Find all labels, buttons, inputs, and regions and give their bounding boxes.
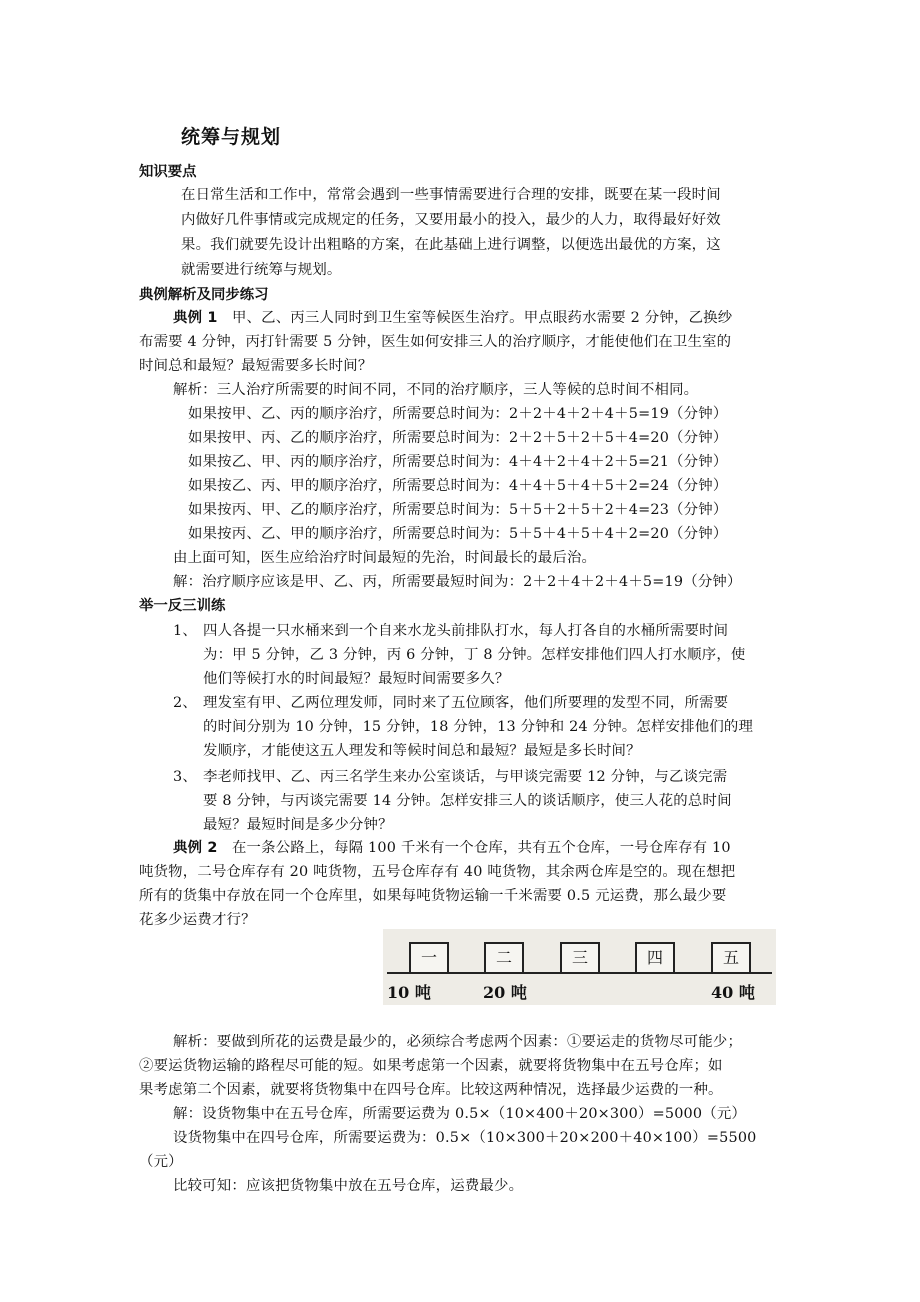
warehouse-5: 五: [711, 942, 751, 974]
warehouse-diagram: [383, 929, 776, 1005]
exercise-line: 李老师找甲、乙、丙三名学生来办公室谈话，与甲谈完需要 12 分钟，与乙谈完需: [203, 769, 728, 785]
example2-analysis: 解析：要做到所花的运费是最少的，必须综合考虑两个因素：①要运走的货物尽可能少；: [173, 1034, 743, 1050]
exercise-number: 2、: [173, 695, 197, 711]
intro-line: 就需要进行统筹与规划。: [181, 262, 342, 278]
example1-line: 时间总和最短？最短需要多长时间？: [139, 358, 373, 374]
warehouse-4: 四: [635, 942, 675, 974]
tons-label-1: 10 吨: [387, 983, 431, 1002]
example1-case: 如果按甲、乙、丙的顺序治疗，所需要总时间为：2＋2＋4＋2＋4＋5=19（分钟）: [188, 406, 728, 422]
exercise-line: 理发室有甲、乙两位理发师，同时来了五位顾客，他们所要理的发型不同，所需要: [203, 695, 729, 711]
exercise-line: 他们等候打水的时间最短？最短时间需要多久？: [203, 671, 510, 687]
exercise-line: 要 8 分钟，与丙谈完需要 14 分钟。怎样安排三人的谈话顺序，使三人花的总时间: [203, 793, 732, 809]
example2-final: 比较可知：应该把货物集中放在五号仓库，运费最少。: [173, 1178, 524, 1194]
exercise-line: 的时间分别为 10 分钟，15 分钟，18 分钟，13 分钟和 24 分钟。怎样安排他们的理: [203, 719, 754, 735]
example1-case: 如果按甲、丙、乙的顺序治疗，所需要总时间为：2＋2＋5＋2＋5＋4=20（分钟）: [188, 430, 728, 446]
example2-label: 典例 2: [173, 840, 218, 856]
section-heading-practice: 举一反三训练: [139, 598, 226, 614]
example2-analysis: ②要运货物运输的路程尽可能的短。如果考虑第一个因素，就要将货物集中在五号仓库；如: [139, 1058, 723, 1074]
section-heading-examples: 典例解析及同步练习: [139, 287, 269, 303]
example2-solution: 解：设货物集中在五号仓库，所需要运费为 0.5×（10×400＋20×300）=5000（元）: [173, 1106, 747, 1122]
intro-line: 内做好几件事情或完成规定的任务，又要用最小的投入，最少的人力，取得最好好效: [181, 212, 721, 228]
warehouse-1: 一: [409, 942, 449, 974]
example1-case: 如果按丙、甲、乙的顺序治疗，所需要总时间为：5＋5＋2＋5＋2＋4=23（分钟）: [188, 502, 728, 518]
example1-label: 典例 1: [173, 310, 218, 326]
intro-line: 果。我们就要先设计出粗略的方案，在此基础上进行调整，以便选出最优的方案，这: [181, 237, 721, 253]
example2-text: 在一条公路上，每隔 100 千米有一个仓库，共有五个仓库，一号仓库存有 10: [231, 840, 731, 856]
example1-first-line: [173, 308, 732, 328]
exercise-line: 为：甲 5 分钟，乙 3 分钟，丙 6 分钟，丁 8 分钟。怎样安排他们四人打水顺序，使: [203, 647, 746, 663]
example2-solution-unit: （元）: [139, 1154, 183, 1170]
exercise-number: 3、: [173, 769, 197, 785]
exercise-number: 1、: [173, 623, 197, 639]
tons-label-5: 40 吨: [711, 983, 755, 1002]
section-heading-knowledge: 知识要点: [139, 164, 197, 180]
example1-solution: 解：治疗顺序应该是甲、乙、丙，所需要最短时间为：2＋2＋4＋2＋4＋5=19（分钟）: [173, 574, 742, 590]
page-title: 统筹与规划: [181, 126, 282, 148]
example1-line: 布需要 4 分钟，丙打针需要 5 分钟，医生如何安排三人的治疗顺序，才能使他们在卫生室的: [139, 334, 732, 350]
example1-case: 如果按乙、甲、丙的顺序治疗，所需要总时间为：4＋4＋2＋4＋2＋5=21（分钟）: [188, 454, 728, 470]
example2-analysis: 果考虑第二个因素，就要将货物集中在四号仓库。比较这两种情况，选择最少运费的一种。: [139, 1082, 723, 1098]
example1-case: 如果按丙、乙、甲的顺序治疗，所需要总时间为：5＋5＋4＋5＋4＋2=20（分钟）: [188, 526, 728, 542]
example1-analysis: 解析：三人治疗所需要的时间不同，不同的治疗顺序，三人等候的总时间不相同。: [173, 382, 699, 398]
example2-line: 花多少运费才行？: [139, 912, 256, 928]
example2-line: 吨货物，二号仓库存有 20 吨货物，五号仓库存有 40 吨货物，其余两仓库是空的。现在想把: [139, 864, 736, 880]
exercise-line: 发顺序，才能使这五人理发和等候时间总和最短？最短是多长时间？: [203, 743, 641, 759]
example1-conclusion: 由上面可知，医生应给治疗时间最短的先治，时间最长的最后治。: [173, 550, 597, 566]
tons-label-2: 20 吨: [483, 983, 527, 1002]
exercise-line: 四人各提一只水桶来到一个自来水龙头前排队打水，每人打各自的水桶所需要时间: [203, 623, 729, 639]
example1-case: 如果按乙、丙、甲的顺序治疗，所需要总时间为：4＋4＋5＋4＋5＋2=24（分钟）: [188, 478, 728, 494]
example2-solution: 设货物集中在四号仓库，所需要运费为：0.5×（10×300＋20×200＋40×100）=5500: [173, 1130, 757, 1146]
example2-first-line: [173, 838, 731, 858]
intro-line: 在日常生活和工作中，常常会遇到一些事情需要进行合理的安排，既要在某一段时间: [181, 187, 721, 203]
warehouse-2: 二: [484, 942, 524, 974]
exercise-line: 最短？最短时间是多少分钟？: [203, 817, 393, 833]
warehouse-3: 三: [560, 942, 600, 974]
example2-line: 所有的货集中存放在同一个仓库里，如果每吨货物运输一千米需要 0.5 元运费，那么最少要: [139, 888, 727, 904]
example1-text: 甲、乙、丙三人同时到卫生室等候医生治疗。甲点眼药水需要 2 分钟，乙换纱: [231, 310, 733, 326]
